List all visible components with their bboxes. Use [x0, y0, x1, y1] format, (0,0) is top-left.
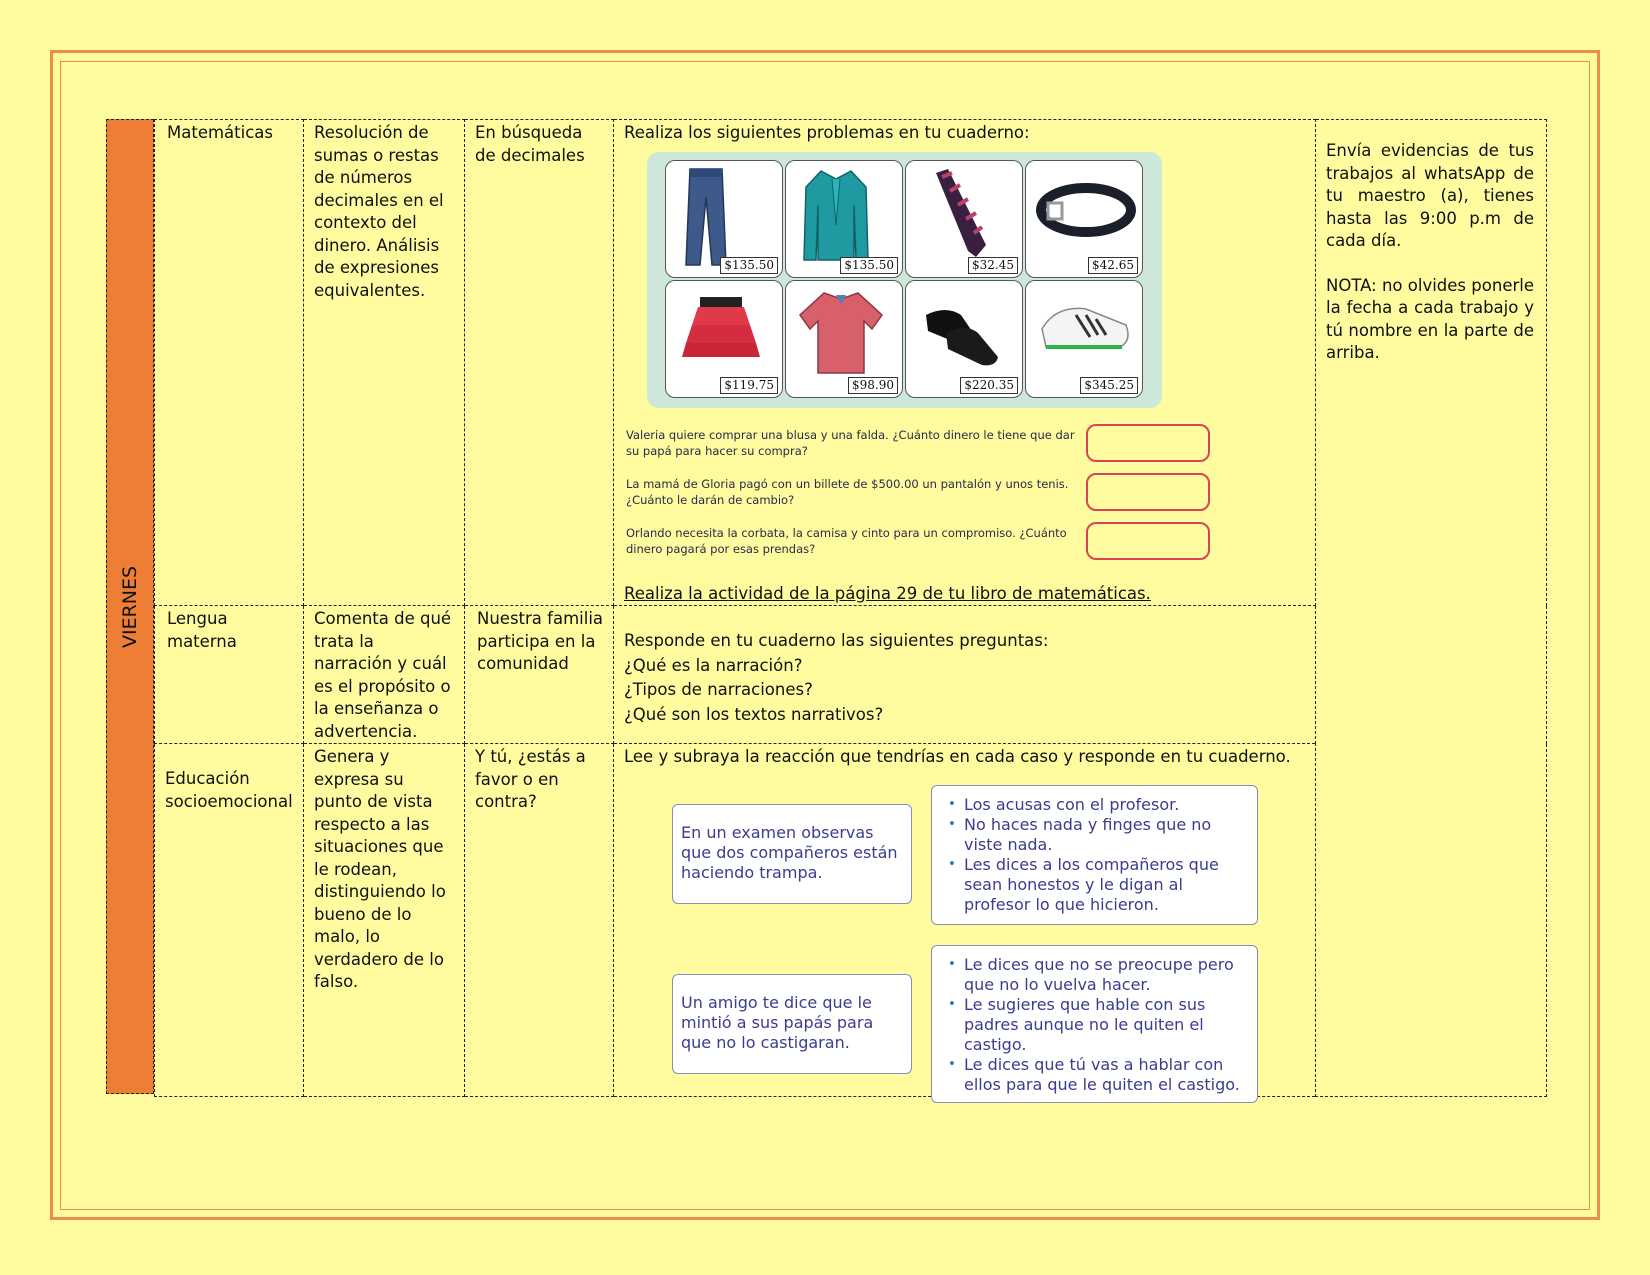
price-tag: $135.50 [840, 257, 898, 274]
price-tag: $98.90 [848, 377, 898, 394]
sneakers-icon [1036, 285, 1136, 365]
question-text: ¿Qué es la narración? [624, 655, 803, 675]
content-cell [304, 120, 465, 606]
belt-icon [1036, 165, 1136, 245]
product-jeans [665, 160, 783, 278]
answer-box[interactable] [1086, 424, 1210, 462]
bullet-icon: • [948, 1056, 956, 1072]
options-box [931, 945, 1258, 1103]
instruction-language: Responde en tu cuaderno las siguientes preguntas: [624, 631, 1049, 650]
product-shirt [785, 280, 903, 398]
activity-cell [614, 744, 1316, 1097]
content-language: Comenta de qué trata la narración y cuál es el propósito o la enseñanza o advertencia. [314, 609, 452, 741]
subject-math: Matemáticas [167, 123, 273, 142]
bullet-icon: • [948, 796, 956, 812]
price-tag: $32.45 [968, 257, 1018, 274]
math-questions [626, 424, 1315, 560]
situation-box: Un amigo te dice que le mintió a sus papás para que no lo castigaran. [672, 974, 912, 1074]
content-cell [304, 744, 465, 1097]
table-row-math [155, 120, 1547, 606]
question-text: ¿Tipos de narraciones? [624, 680, 813, 699]
instruction-math: Realiza los siguientes problemas en tu cuaderno: [624, 123, 1030, 142]
content-math: Resolución de sumas o restas de números decimales en el contexto del dinero. Análisis de expresiones equivalentes. [314, 123, 444, 300]
skirt-icon [676, 285, 766, 365]
title-socioemotional: Y tú, ¿estás a favor o en contra? [475, 747, 586, 811]
options-box [931, 785, 1258, 925]
reminder-note: NOTA: no olvides ponerle la fecha a cada trabajo y tú nombre en la parte de arriba. [1326, 275, 1534, 362]
price-tag: $119.75 [720, 377, 778, 394]
subject-cell [155, 744, 304, 1097]
question-text: Orlando necesita la corbata, la camisa y cinto para un compromiso. ¿Cuánto dinero pagará por esas prendas? [626, 525, 1067, 556]
price-tag: $345.25 [1080, 377, 1138, 394]
situation-box: En un examen observas que dos compañeros están haciendo trampa. [672, 804, 912, 904]
price-tag: $135.50 [720, 257, 778, 274]
option-item[interactable]: • Le dices que no se preocupe pero que no lo vuelva hacer. [940, 955, 1249, 995]
product-sneakers [1025, 280, 1143, 398]
product-blouse [785, 160, 903, 278]
product-skirt [665, 280, 783, 398]
question-item [626, 473, 1315, 511]
title-cell [465, 120, 614, 606]
dress-shoes-icon [916, 285, 1006, 370]
subject-cell [155, 120, 304, 606]
question-text: Valeria quiere comprar una blusa y una falda. ¿Cuánto dinero le tiene que dar su papá para hacer su compra? [626, 427, 1075, 458]
title-cell [465, 606, 614, 744]
content-cell [304, 606, 465, 744]
day-label: VIERNES [119, 565, 141, 648]
subject-socioemotional: Educación socioemocional [165, 769, 293, 811]
price-tag: $220.35 [960, 377, 1018, 394]
question-item [626, 522, 1315, 560]
day-column [106, 119, 154, 1094]
evidence-note: Envía evidencias de tus trabajos al whatsApp de tu maestro (a), tienes hasta las 9:00 p.m de cada día. [1326, 141, 1534, 250]
bullet-icon: • [948, 816, 956, 832]
blouse-icon [796, 165, 876, 265]
question-item [626, 424, 1315, 462]
jeans-icon [676, 165, 736, 270]
option-item[interactable]: • No haces nada y finges que no viste nada. [940, 815, 1249, 855]
lesson-plan-table [154, 119, 1547, 1097]
title-math: En búsqueda de decimales [475, 123, 585, 165]
option-item[interactable]: • Les dices a los compañeros que sean honestos y le digan al profesor lo que hicieron. [940, 855, 1249, 915]
title-cell [465, 744, 614, 1097]
activity-cell [614, 120, 1316, 606]
price-tag: $42.65 [1088, 257, 1138, 274]
product-dress-shoes [905, 280, 1023, 398]
title-language: Nuestra familia participa en la comunidad [477, 609, 604, 673]
tie-icon [916, 165, 996, 260]
bullet-icon: • [948, 856, 956, 872]
subject-language: Lengua materna [167, 609, 237, 651]
bullet-icon: • [948, 996, 956, 1012]
book-activity: Realiza la actividad de la página 29 de tu libro de matemáticas. [624, 583, 1151, 603]
option-item[interactable]: • Le sugieres que hable con sus padres aunque no le quiten el castigo. [940, 995, 1249, 1055]
subject-cell [155, 606, 304, 744]
note-cell [1316, 120, 1547, 1097]
bullet-icon: • [948, 956, 956, 972]
product-belt [1025, 160, 1143, 278]
product-grid [647, 152, 1162, 408]
activity-cell [614, 606, 1316, 744]
option-item[interactable]: • Los acusas con el profesor. [940, 795, 1249, 815]
situations-area [614, 769, 1315, 1094]
answer-box[interactable] [1086, 522, 1210, 560]
answer-box[interactable] [1086, 473, 1210, 511]
product-tie [905, 160, 1023, 278]
content-socioemotional: Genera y expresa su punto de vista respecto a las situaciones que le rodean, distinguiendo lo bueno de lo malo, lo verdadero de lo falso. [314, 747, 446, 991]
shirt-icon [796, 285, 886, 375]
instruction-socioemotional: Lee y subraya la reacción que tendrías en cada caso y responde en tu cuaderno. [624, 747, 1291, 766]
question-text: La mamá de Gloria pagó con un billete de $500.00 un pantalón y unos tenis. ¿Cuánto le darán de cambio? [626, 476, 1069, 507]
option-item[interactable]: • Le dices que tú vas a hablar con ellos para que le quiten el castigo. [940, 1055, 1249, 1095]
question-text: ¿Qué son los textos narrativos? [624, 704, 884, 724]
